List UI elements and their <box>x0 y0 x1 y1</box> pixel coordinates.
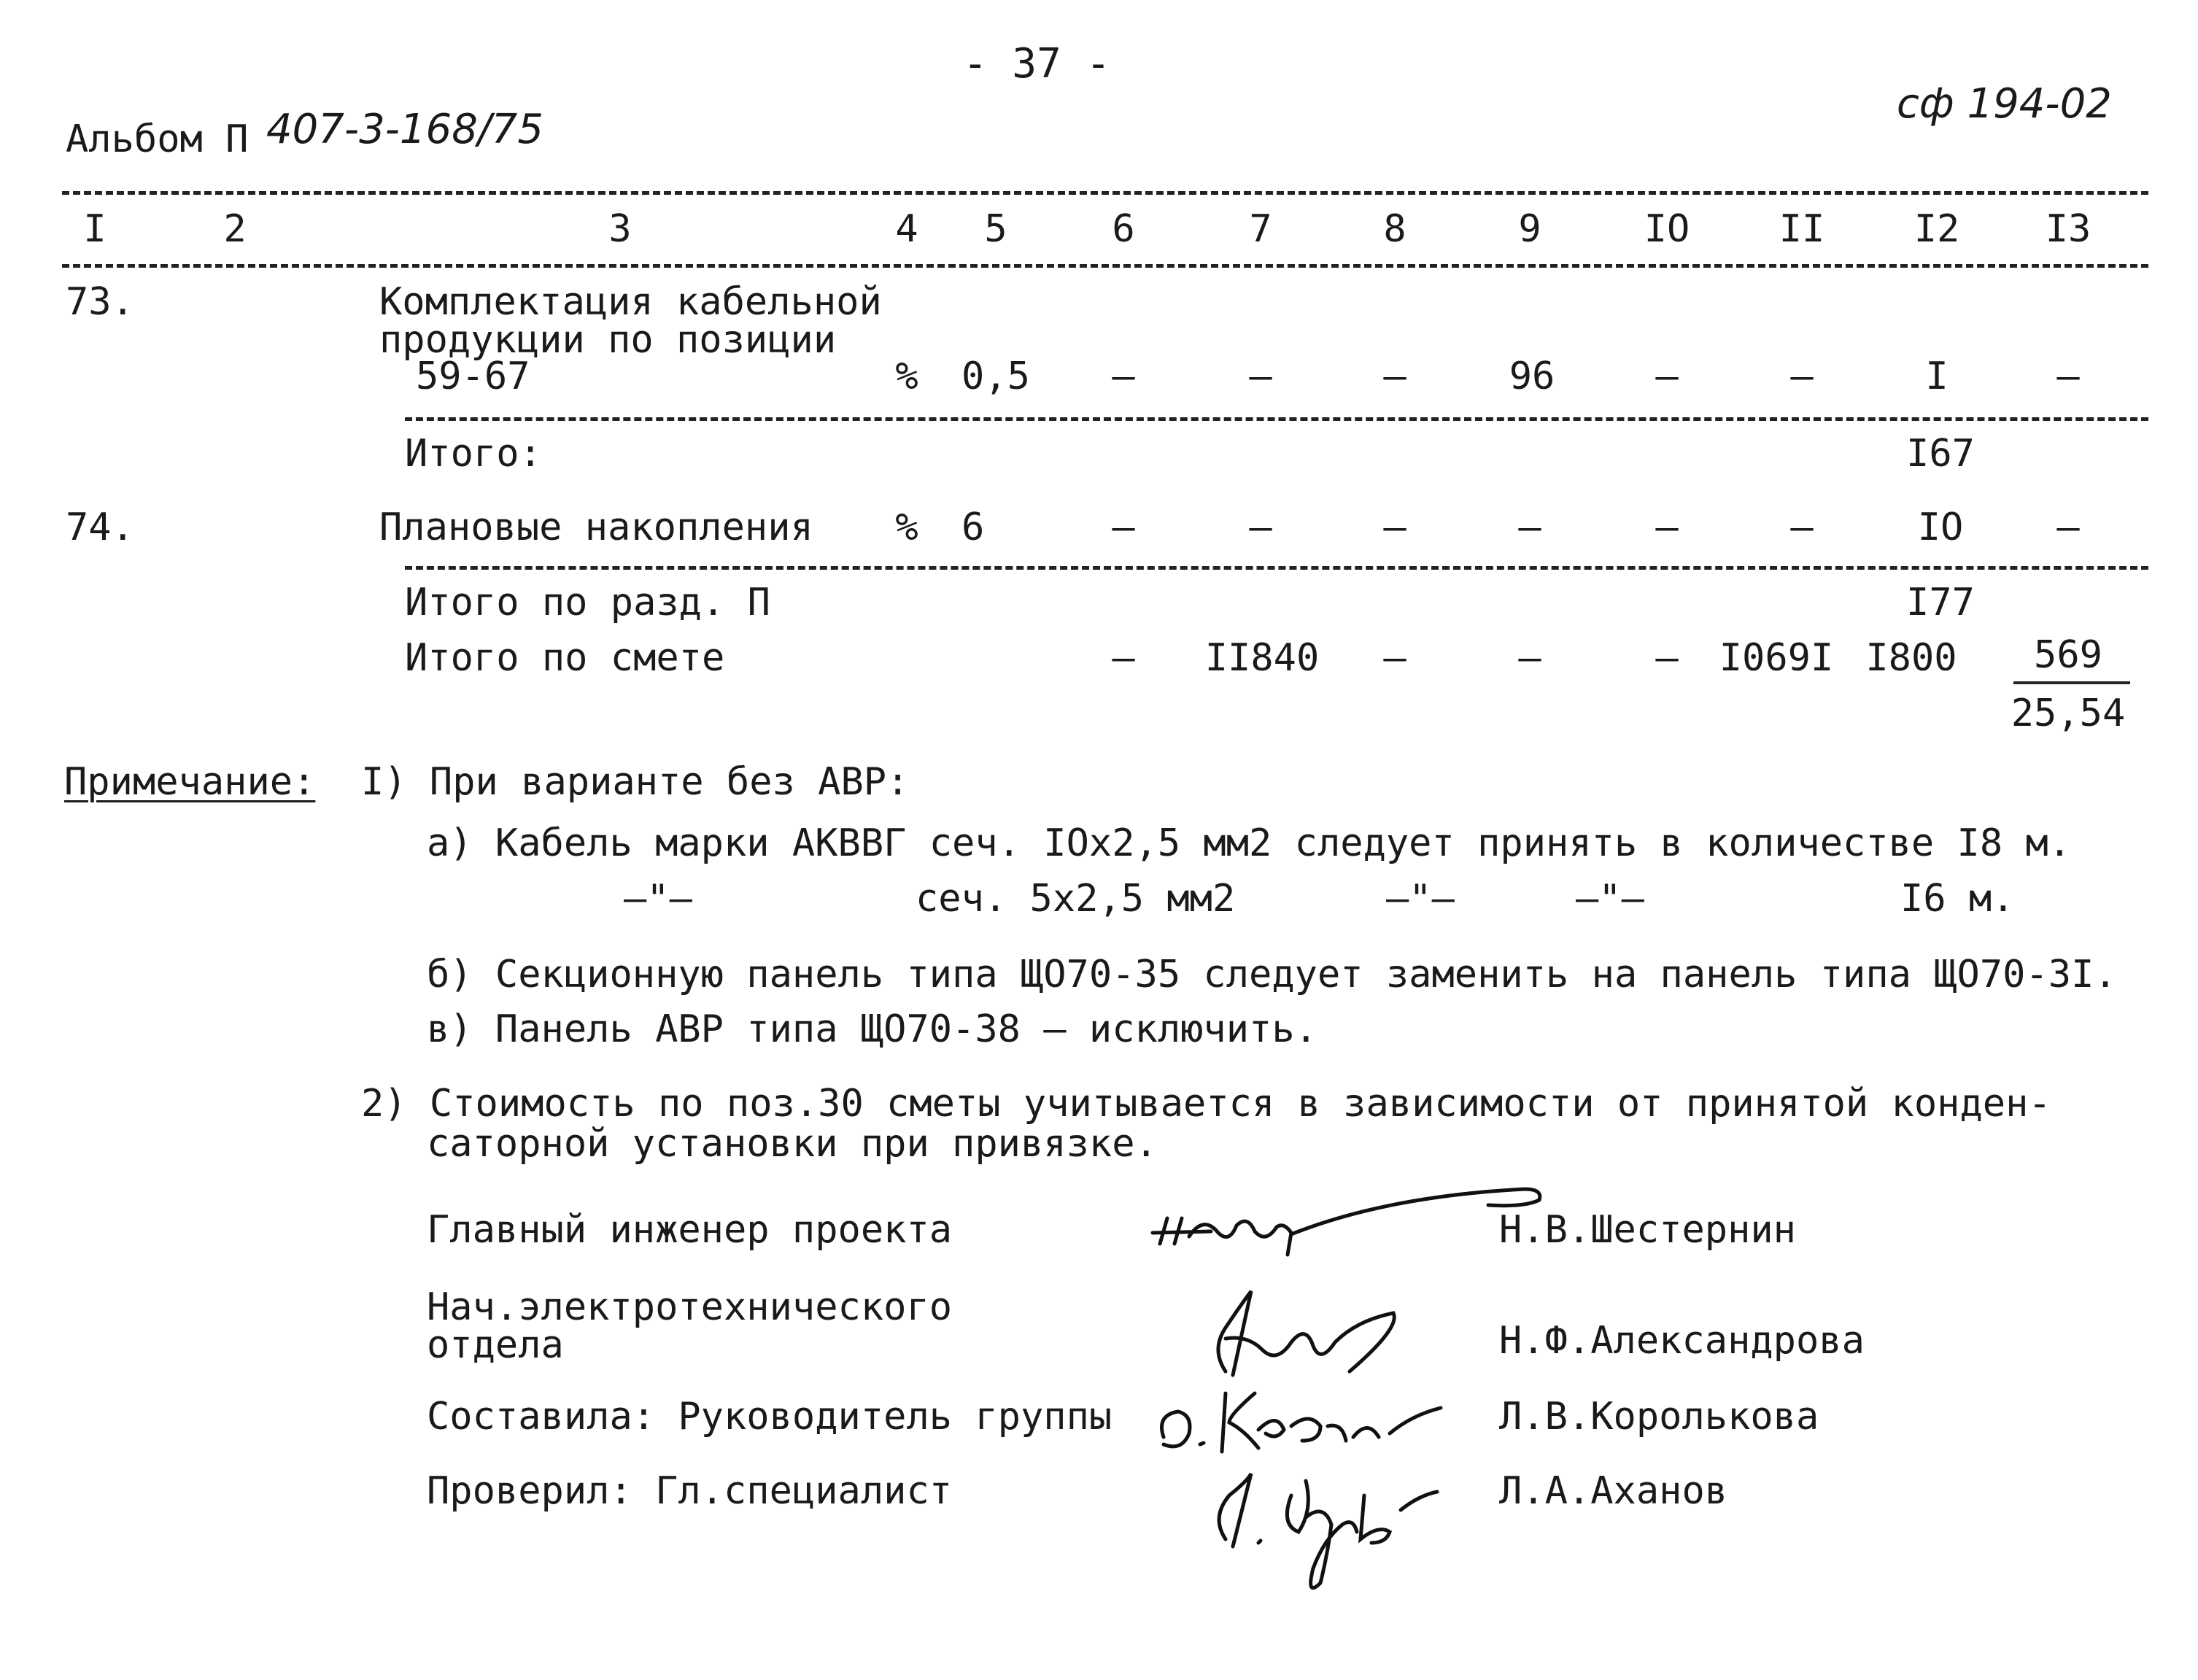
row-73-col5: 0,5 <box>961 355 1030 398</box>
signatory-name: Л.В.Королькова <box>1499 1395 1819 1439</box>
estimate-total-col11: I069I <box>1719 636 1834 680</box>
signatory-name: Л.А.Аханов <box>1499 1469 1728 1513</box>
page-number: - 37 - <box>963 40 1111 88</box>
col-header-5: 5 <box>984 207 1007 251</box>
estimate-total-col6: – <box>1112 636 1135 680</box>
row-74-col12: IO <box>1917 506 1964 549</box>
subtotal-col12: I67 <box>1906 432 1975 476</box>
note-item-2-line2: саторной установки при привязке. <box>427 1122 1158 1166</box>
col-header-9: 9 <box>1518 207 1541 251</box>
row-73-col4: % <box>895 355 918 398</box>
table-top-rule <box>62 191 2148 195</box>
row-74-rule <box>405 566 2148 570</box>
estimate-total-col13-top: 569 <box>2034 633 2102 677</box>
signatory-role-line1: Нач.электротехнического <box>427 1285 953 1329</box>
estimate-total-col10: – <box>1655 636 1679 680</box>
col-header-8: 8 <box>1383 207 1406 251</box>
row-74-col5: 6 <box>961 506 985 549</box>
section-total-col12: I77 <box>1906 581 1975 624</box>
note-item-1a-line2-mid: сеч. 5x2,5 мм2 <box>916 877 1236 921</box>
col-header-11: II <box>1779 207 1825 251</box>
note-item-1a-line2-end: I6 м. <box>1900 877 2015 921</box>
row-74-col6: – <box>1112 506 1135 549</box>
row-number: 73. <box>66 280 134 324</box>
row-name-line2: продукции по позиции <box>379 318 837 362</box>
note-item-1a-ditto-1: –"– <box>624 877 692 921</box>
row-73-col10: – <box>1655 355 1679 398</box>
row-number: 74. <box>66 506 134 549</box>
estimate-total-col12: I800 <box>1865 636 1957 680</box>
album-code: 407-3-168/75 <box>266 106 543 153</box>
row-name: Плановые накопления <box>379 506 813 549</box>
section-total-label: Итого по разд. П <box>405 581 770 624</box>
signatory-role: Составила: Руководитель группы <box>427 1395 1112 1439</box>
row-73-col9: 96 <box>1509 355 1555 398</box>
row-73-col12: I <box>1925 355 1949 398</box>
col-header-3: 3 <box>608 207 632 251</box>
row-74-col4: % <box>895 506 918 549</box>
note-item-1b: б) Секционную панель типа ЩО70-35 следует заменить на панель типа ЩО70-3I. <box>427 953 2117 996</box>
note-item-2-line1: 2) Стоимость по поз.30 сметы учитывается в зависимости от принятой конден- <box>361 1082 2051 1126</box>
signatory-role-line2: отдела <box>427 1323 564 1367</box>
note-item-1: I) При варианте без АВР: <box>361 760 910 804</box>
signatory-role: Проверил: Гл.специалист <box>427 1469 953 1513</box>
row-74-col9: – <box>1518 506 1541 549</box>
handwritten-signature <box>1145 1174 1554 1269</box>
col-header-13: I3 <box>2045 207 2091 251</box>
estimate-total-col7: II840 <box>1204 636 1320 680</box>
col-header-12: I2 <box>1913 207 1960 251</box>
row-74-col7: – <box>1249 506 1272 549</box>
signatory-role: Главный инженер проекта <box>427 1208 953 1252</box>
col-header-4: 4 <box>895 207 918 251</box>
row-73-col13: – <box>2056 355 2080 398</box>
handwritten-signature <box>1182 1284 1423 1386</box>
col-header-10: IO <box>1644 207 1690 251</box>
table-header-rule <box>62 264 2148 268</box>
note-item-1a-ditto-3: –"– <box>1576 877 1644 921</box>
row-74-col13: – <box>2056 506 2080 549</box>
col-header-6: 6 <box>1112 207 1135 251</box>
signatory-name: Н.В.Шестернин <box>1499 1208 1796 1252</box>
row-73-col8: – <box>1383 355 1406 398</box>
row-74-col8: – <box>1383 506 1406 549</box>
row-73-col7: – <box>1249 355 1272 398</box>
col-header-2: 2 <box>223 207 247 251</box>
note-item-1c: в) Панель АВР типа ЩО70-38 – исключить. <box>427 1007 1317 1051</box>
estimate-total-col13-bottom: 25,54 <box>2011 692 2126 735</box>
row-name-line1: Комплектация кабельной <box>379 280 882 324</box>
album-label: Альбом П <box>66 117 249 161</box>
fraction-line <box>2013 681 2130 684</box>
document-code: сф 194-02 <box>1897 80 2112 128</box>
signatory-name: Н.Ф.Александрова <box>1499 1319 1865 1363</box>
note-item-1a-line1: а) Кабель марки АКВВГ сеч. IOx2,5 мм2 следует принять в количестве I8 м. <box>427 821 2072 865</box>
handwritten-signature <box>1196 1452 1459 1598</box>
row-73-rule <box>405 417 2148 421</box>
col-header-7: 7 <box>1249 207 1272 251</box>
row-name-line3: 59-67 <box>416 355 530 398</box>
row-74-col11: – <box>1790 506 1814 549</box>
row-73-col6: – <box>1112 355 1135 398</box>
col-header-1: I <box>83 207 107 251</box>
subtotal-label: Итого: <box>405 432 542 476</box>
estimate-total-col8: – <box>1383 636 1406 680</box>
estimate-total-label: Итого по смете <box>405 636 725 680</box>
row-74-col10: — <box>1655 506 1679 549</box>
row-73-col11: – <box>1790 355 1814 398</box>
note-item-1a-ditto-2: –"– <box>1386 877 1455 921</box>
estimate-total-col9: – <box>1518 636 1541 680</box>
note-title: Примечание: <box>64 760 316 804</box>
